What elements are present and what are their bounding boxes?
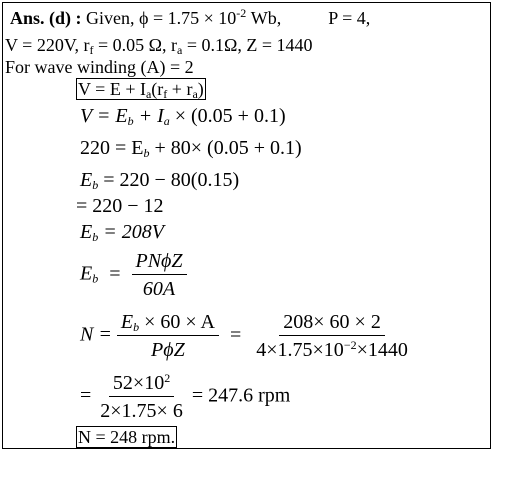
formula-pre: V = E + I — [78, 79, 146, 99]
weber-unit: Wb, — [250, 8, 282, 28]
answer-label: Ans. (d) : — [10, 8, 82, 28]
step2-lhs: 220 = E — [80, 137, 144, 159]
formula-sub-f: f — [163, 87, 168, 101]
boxed-formula — [76, 79, 206, 99]
step6-sub-b: b — [92, 271, 99, 286]
step7-numerator-1 — [117, 311, 219, 336]
step8-numerator — [109, 372, 174, 397]
step8-result: = 247.6 rpm — [191, 384, 291, 407]
step5-rest: = 208V — [103, 221, 164, 243]
step-6 — [80, 250, 187, 300]
step7-fraction-1 — [117, 311, 219, 361]
header-line — [10, 8, 370, 28]
voltage-text: V = 220V, r — [5, 35, 90, 55]
step1-sub-a: a — [163, 114, 170, 128]
step6-fraction — [132, 250, 187, 300]
formula-mid2: + r — [171, 79, 193, 99]
step-5 — [80, 222, 164, 242]
final-answer-box: N = 248 rpm. — [78, 427, 176, 447]
step3-rest: = 220 − 80(0.15) — [103, 169, 240, 191]
step7-num1-post: × 60 × A — [144, 311, 215, 333]
ra-value: = 0.1Ω, Z = 1440 — [186, 35, 313, 55]
step1-lhs: V = E — [80, 105, 128, 127]
step-3 — [80, 170, 239, 190]
step8-denominator: 2×1.75× 6 — [100, 400, 183, 422]
step8-num-pre: 52×10 — [112, 372, 165, 394]
formula-sub-a2: a — [192, 87, 198, 101]
given-text: Given, ϕ = 1.75 × 10 — [86, 8, 237, 28]
step7-den2-exp: −2 — [343, 338, 357, 352]
step-7 — [80, 311, 412, 361]
step7-numerator-2: 208× 60 × 2 — [279, 311, 385, 336]
step6-numerator: PNϕZ — [132, 250, 187, 275]
step-4: = 220 − 12 — [76, 195, 164, 217]
step3-sub-b: b — [92, 178, 99, 192]
step7-eq: = — [229, 323, 242, 346]
step1-rest: × (0.05 + 0.1) — [174, 105, 286, 127]
step7-fraction-2 — [252, 311, 412, 361]
step-1 — [80, 106, 286, 126]
step7-num1-pre: E — [120, 311, 134, 333]
step8-num-exp: 2 — [164, 371, 171, 385]
step7-lhs: N = — [80, 323, 112, 346]
step6-eq: = — [109, 262, 121, 285]
step5-sub-b: b — [92, 230, 99, 244]
formula-box — [76, 78, 206, 100]
step7-denominator-2 — [252, 336, 412, 361]
step8-fraction — [96, 372, 187, 422]
step2-sub-b: b — [143, 146, 150, 160]
step5-lhs: E — [80, 221, 93, 243]
step2-rest: + 80× (0.05 + 0.1) — [154, 137, 302, 159]
rf-value: = 0.05 Ω, r — [98, 35, 178, 55]
step1-sub-b: b — [127, 114, 134, 128]
step1-plus: + I — [138, 105, 164, 127]
formula-mid: (r — [151, 79, 164, 99]
poles-value: P = 4, — [328, 8, 371, 28]
step6-denominator: 60A — [142, 278, 176, 300]
step8-eq: = — [80, 384, 92, 407]
step7-den2-pre: 4×1.75×10 — [256, 339, 344, 361]
phi-exponent: -2 — [236, 6, 247, 20]
wave-winding-line: For wave winding (A) = 2 — [5, 57, 194, 77]
step-2 — [80, 138, 302, 158]
step6-lhs: E — [80, 262, 93, 285]
ra-subscript: a — [177, 43, 183, 57]
final-answer — [76, 427, 177, 447]
rf-subscript: f — [89, 43, 94, 57]
formula-post: ) — [197, 79, 204, 99]
formula-sub-a: a — [145, 87, 152, 101]
step3-lhs: E — [80, 169, 93, 191]
step7-denominator-1: PϕZ — [151, 339, 185, 361]
step7-num1-sub: b — [133, 320, 140, 334]
step7-den2-post: ×1440 — [356, 339, 408, 361]
step-8 — [80, 372, 290, 422]
given-values-line — [5, 35, 313, 55]
